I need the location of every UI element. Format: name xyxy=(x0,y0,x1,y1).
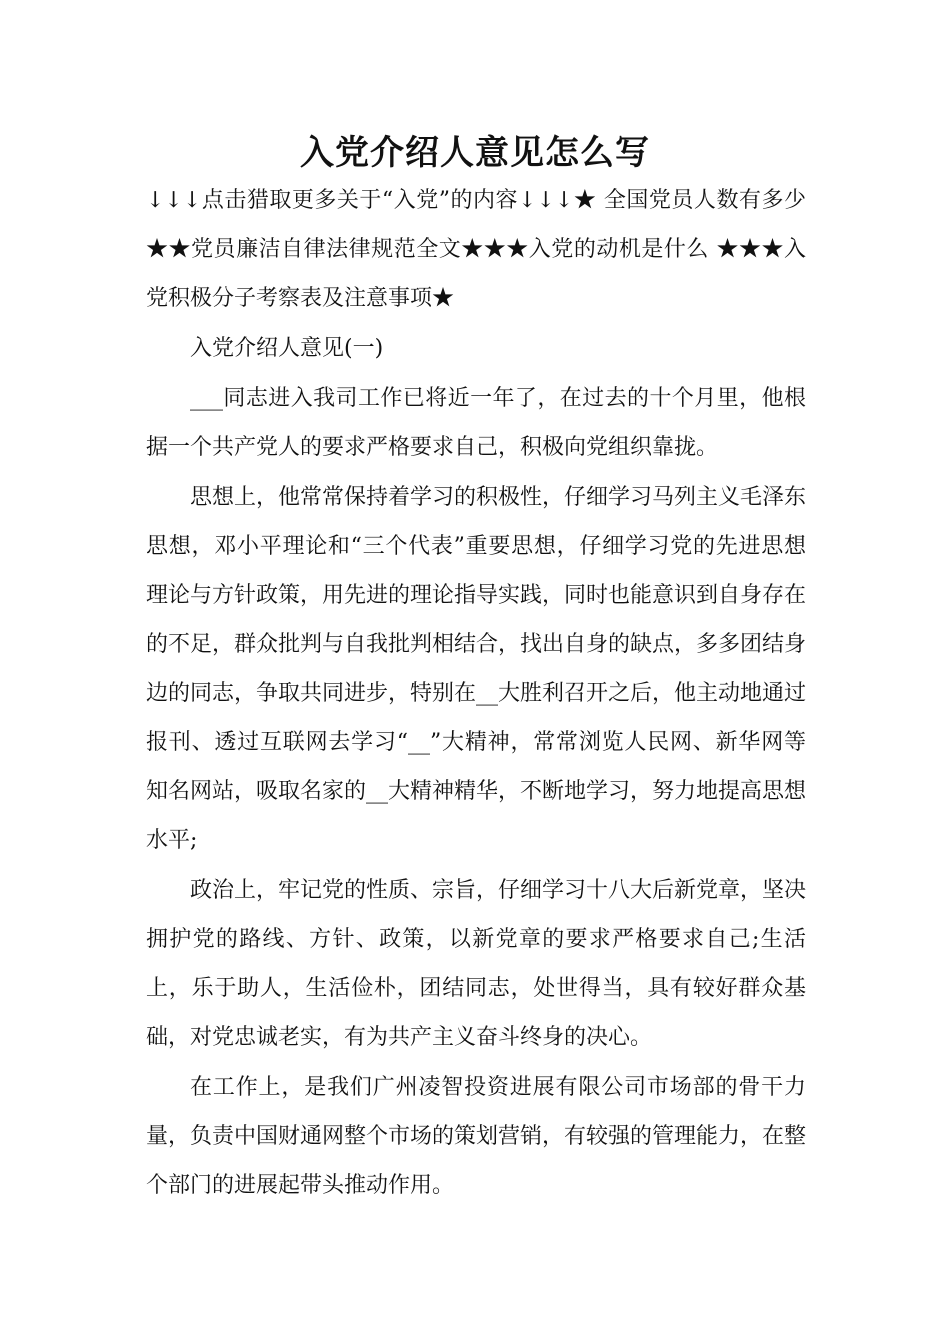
body-paragraph-2: 思想上，他常常保持着学习的积极性，仔细学习马列主义毛泽东思想，邓小平理论和“三个代表”重要思想，仔细学习党的先进思想理论与方针政策，用先进的理论指导实践，同时也能意识到自身存在的不足，群众批判与自我批判相结合，找出自身的缺点，多多团结身边的同志，争取共同进步，特别在__大胜利召开之后，他主动地通过报刊、透过互联网去学习“__”大精神，常常浏览人民网、新华网等知名网站，吸取名家的__大精神精华，不断地学习，努力地提高思想水平; xyxy=(146,485,807,853)
body-paragraph-3: 政治上，牢记党的性质、宗旨，仔细学习十八大后新党章，坚决拥护党的路线、方针、政策，以新党章的要求严格要求自己;生活上，乐于助人，生活俭朴，团结同志，处世得当，具有较好群众基础，对党忠诚老实，有为共产主义奋斗终身的决心。 xyxy=(146,878,807,1050)
document-title: 入党介绍人意见怎么写 xyxy=(300,133,650,173)
intro-links-paragraph: ↓↓↓点击猎取更多关于“入党”的内容↓↓↓★ 全国党员人数有多少★★党员廉洁自律法律规范全文★★★入党的动机是什么 ★★★入党积极分子考察表及注意事项★ xyxy=(146,188,806,311)
body-paragraph-1: ___同志进入我司工作已将近一年了，在过去的十个月里，他根据一个共产党人的要求严格要求自己，积极向党组织靠拢。 xyxy=(146,386,806,460)
section-heading: 入党介绍人意见(一) xyxy=(190,336,384,361)
document-body xyxy=(146,176,806,1210)
body-paragraph-4: 在工作上，是我们广州凌智投资进展有限公司市场部的骨干力量，负责中国财通网整个市场的策划营销，有较强的管理能力，在整个部门的进展起带头推动作用。 xyxy=(146,1075,807,1198)
